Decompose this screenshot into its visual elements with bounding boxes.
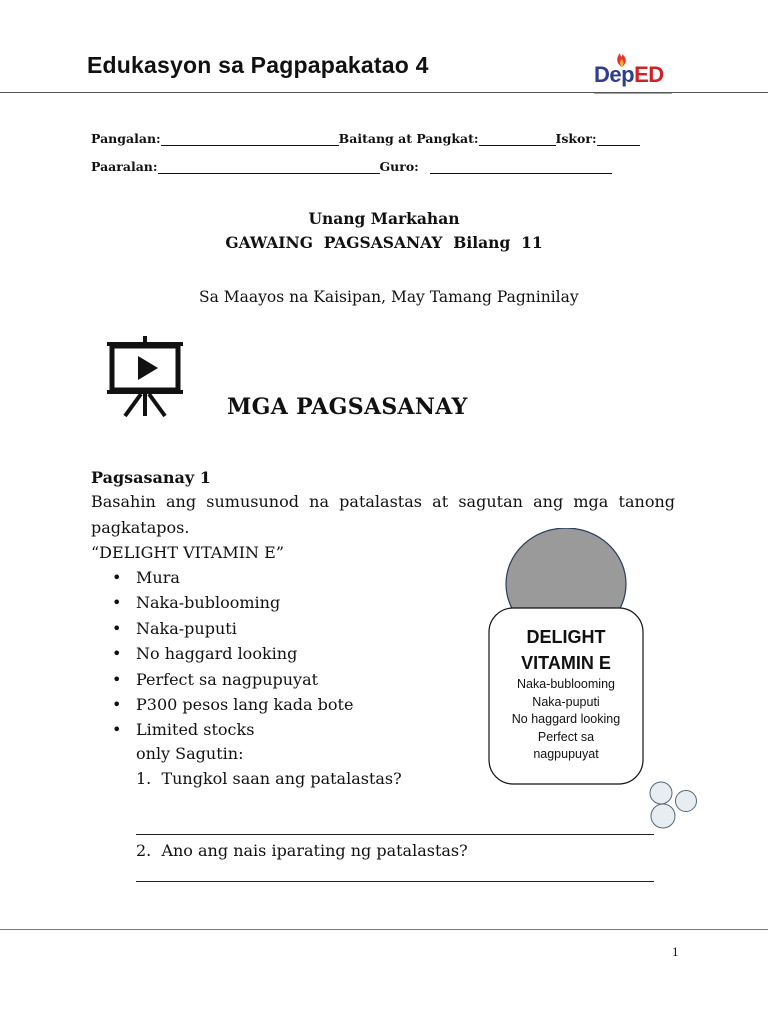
paaralan-field[interactable] (158, 161, 380, 174)
bottle-label-item: Naka-bublooming (517, 677, 615, 691)
logo-wordmark: DepED (594, 62, 664, 87)
section-title: MGA PAGSASANAY (227, 394, 468, 420)
list-item: • Limited stocks (112, 720, 255, 740)
paaralan-label: Paaralan: (91, 159, 158, 174)
bottle-label-title-1: DELIGHT (526, 627, 606, 647)
list-item: • Mura (112, 568, 180, 587)
presentation-board-icon (105, 334, 185, 418)
bubble (676, 791, 697, 812)
only-sagutin-line: only Sagutin: (136, 744, 244, 763)
exercise-label: Pagsasanay 1 (91, 468, 211, 487)
ad-claims-list (112, 565, 353, 743)
page-number: 1 (672, 944, 679, 959)
bottle-label-item: No haggard looking (511, 712, 621, 726)
answer-line-2[interactable] (136, 881, 654, 882)
question-1: 1. Tungkol saan ang patalastas? (136, 769, 402, 788)
baitang-label: Baitang at Pangkat: (338, 131, 479, 146)
subtitle: Sa Maayos na Kaisipan, May Tamang Pagninilay (199, 288, 579, 306)
product-name: “DELIGHT VITAMIN E” (91, 543, 284, 562)
exercise-instruction: Basahin ang sumusunod na patalastas at sagutan ang mga tanong pagkatapos. (91, 492, 675, 537)
bottle-label-title-2: VITAMIN E (521, 653, 611, 673)
bottle-label (489, 624, 643, 764)
list-item: • Perfect sa nagpupuyat (112, 669, 319, 689)
quarter-heading: Unang Markahan (308, 209, 460, 228)
list-item: • Naka-puputi (112, 618, 237, 638)
pangalan-field[interactable] (161, 133, 339, 146)
list-item: • No haggard looking (112, 644, 298, 664)
iskor-field[interactable] (597, 133, 640, 146)
baitang-field[interactable] (479, 133, 556, 146)
list-item: • Naka-bublooming (112, 593, 281, 613)
document-title: Edukasyon sa Pagpapakatao 4 (87, 52, 429, 78)
bubble (651, 804, 675, 828)
form-row-2 (91, 159, 612, 174)
footer-rule (0, 929, 768, 930)
guro-field[interactable] (430, 161, 612, 174)
header-rule (0, 92, 768, 93)
guro-label: Guro: (379, 159, 419, 174)
list-item: • P300 pesos lang kada bote (112, 695, 354, 715)
bottle-label-item: Perfect sa (537, 729, 595, 744)
question-2: 2. Ano ang nais iparating ng patalastas? (136, 841, 468, 860)
bottle-label-item: Naka-puputi (532, 694, 600, 709)
iskor-label: Iskor: (555, 131, 597, 146)
bottle-label-item: nagpupuyat (533, 747, 599, 761)
activity-heading: GAWAING PAGSASANAY Bilang 11 (225, 233, 543, 252)
bubble (650, 782, 672, 804)
form-row-1 (91, 131, 640, 146)
pangalan-label: Pangalan: (91, 131, 161, 146)
